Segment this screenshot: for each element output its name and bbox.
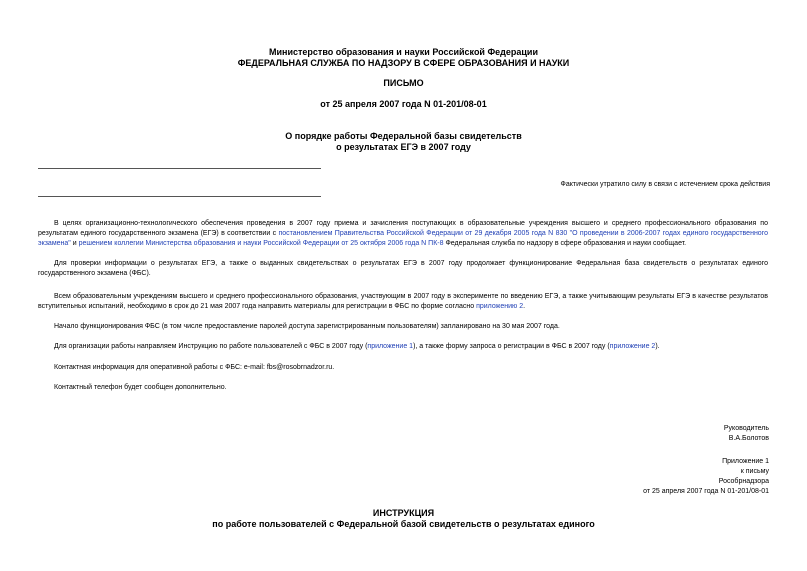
signature-block [724, 424, 769, 444]
instruction-title: ИНСТРУКЦИЯ [372, 508, 435, 518]
ministry-name: Министерство образования и науки Российской Федерации [269, 47, 538, 57]
signature-name: В.А.Болотов [728, 435, 769, 442]
document-title-line1: О порядке работы Федеральной базы свидетельств [285, 131, 522, 141]
appendix-reference [643, 457, 769, 497]
link-government-decree[interactable]: постановлением Правительства Российской Федерации от 29 декабря 2005 года N 830 "О проведении в 2006-2007 годах единого государственного экзамена" [38, 230, 768, 248]
document-type: ПИСЬМО [383, 78, 424, 88]
document-title-line2: о результатах ЕГЭ в 2007 году [336, 142, 471, 152]
link-appendix-1[interactable]: приложение 1 [367, 343, 414, 350]
paragraph-7: Контактный телефон будет сообщен дополнительно. [54, 384, 227, 391]
paragraph-4: Начало функционирования ФБС (в том числе предоставление паролей доступа зарегистрированным пользователям) запланировано на 30 мая 2007 года. [54, 323, 560, 330]
document-date: от 25 апреля 2007 года N 01-201/08-01 [320, 99, 487, 109]
appendix-ref-line4: от 25 апреля 2007 года N 01-201/08-01 [643, 488, 769, 495]
appendix-ref-line1: Приложение 1 [722, 458, 769, 465]
paragraph-1: В целях организационно-технологического обеспечения проведения в 2007 году приема и зачисления поступающих в образовательные учреждения высшего и среднего профессионального образования по результатам единого государственного экзамена (ЕГЭ) в соответствии с постановлением Правительства Российской Федерации от 29 декабря 2005 года N 830 "О проведении в 2006-2007 годах единого государственного экзамена" и решением коллегии Министерства образования и науки Российской Федерации от 25 октября 2006 года N ПК-8 Федеральная служба по надзору в сфере образования и науки сообщает. [38, 220, 768, 248]
status-note: Фактически утратило силу в связи с истечением срока действия [560, 181, 770, 188]
instruction-subtitle: по работе пользователей с Федеральной базой свидетельств о результатах единого [212, 519, 595, 529]
divider-bottom [38, 196, 321, 197]
appendix-ref-line2: к письму [740, 468, 769, 475]
paragraph-6: Контактная информация для оперативной работы с ФБС: e-mail: fbs@rosobrnadzor.ru. [54, 364, 335, 371]
signature-position: Руководитель [723, 425, 769, 432]
service-name: ФЕДЕРАЛЬНАЯ СЛУЖБА ПО НАДЗОРУ В СФЕРЕ ОБРАЗОВАНИЯ И НАУКИ [237, 58, 570, 68]
link-appendix-2b[interactable]: приложение 2 [609, 343, 656, 350]
link-ministry-decision[interactable]: решением коллегии Министерства образования и науки Российской Федерации от 25 октября 2006 года N ПК-8 [78, 240, 444, 248]
paragraph-3: Всем образовательным учреждениям высшего и среднего профессионального образования, участвующим в 2007 году в эксперименте по введению ЕГЭ, а также учитывающим результаты ЕГЭ в качестве результатов вступительных испытаний, необходимо в срок до 21 мая 2007 года направить материалы для регистрации в ФБС по форме согласно приложению 2. [38, 293, 768, 311]
paragraph-5: Для организации работы направляем Инструкцию по работе пользователей с ФБС в 2007 году (приложение 1), а также форму запроса о регистрации в ФБС в 2007 году (приложение 2). [54, 343, 660, 350]
divider-top [38, 168, 321, 169]
link-appendix-2[interactable]: приложению 2 [476, 303, 524, 311]
appendix-ref-line3: Рособрнадзора [718, 478, 769, 485]
paragraph-2: Для проверки информации о результатах ЕГЭ, а также о выданных свидетельствах о результатах ЕГЭ в 2007 году продолжает функционирование Федеральная база свидетельств о результатах единого государственного экзамена (ФБС). [38, 260, 768, 278]
